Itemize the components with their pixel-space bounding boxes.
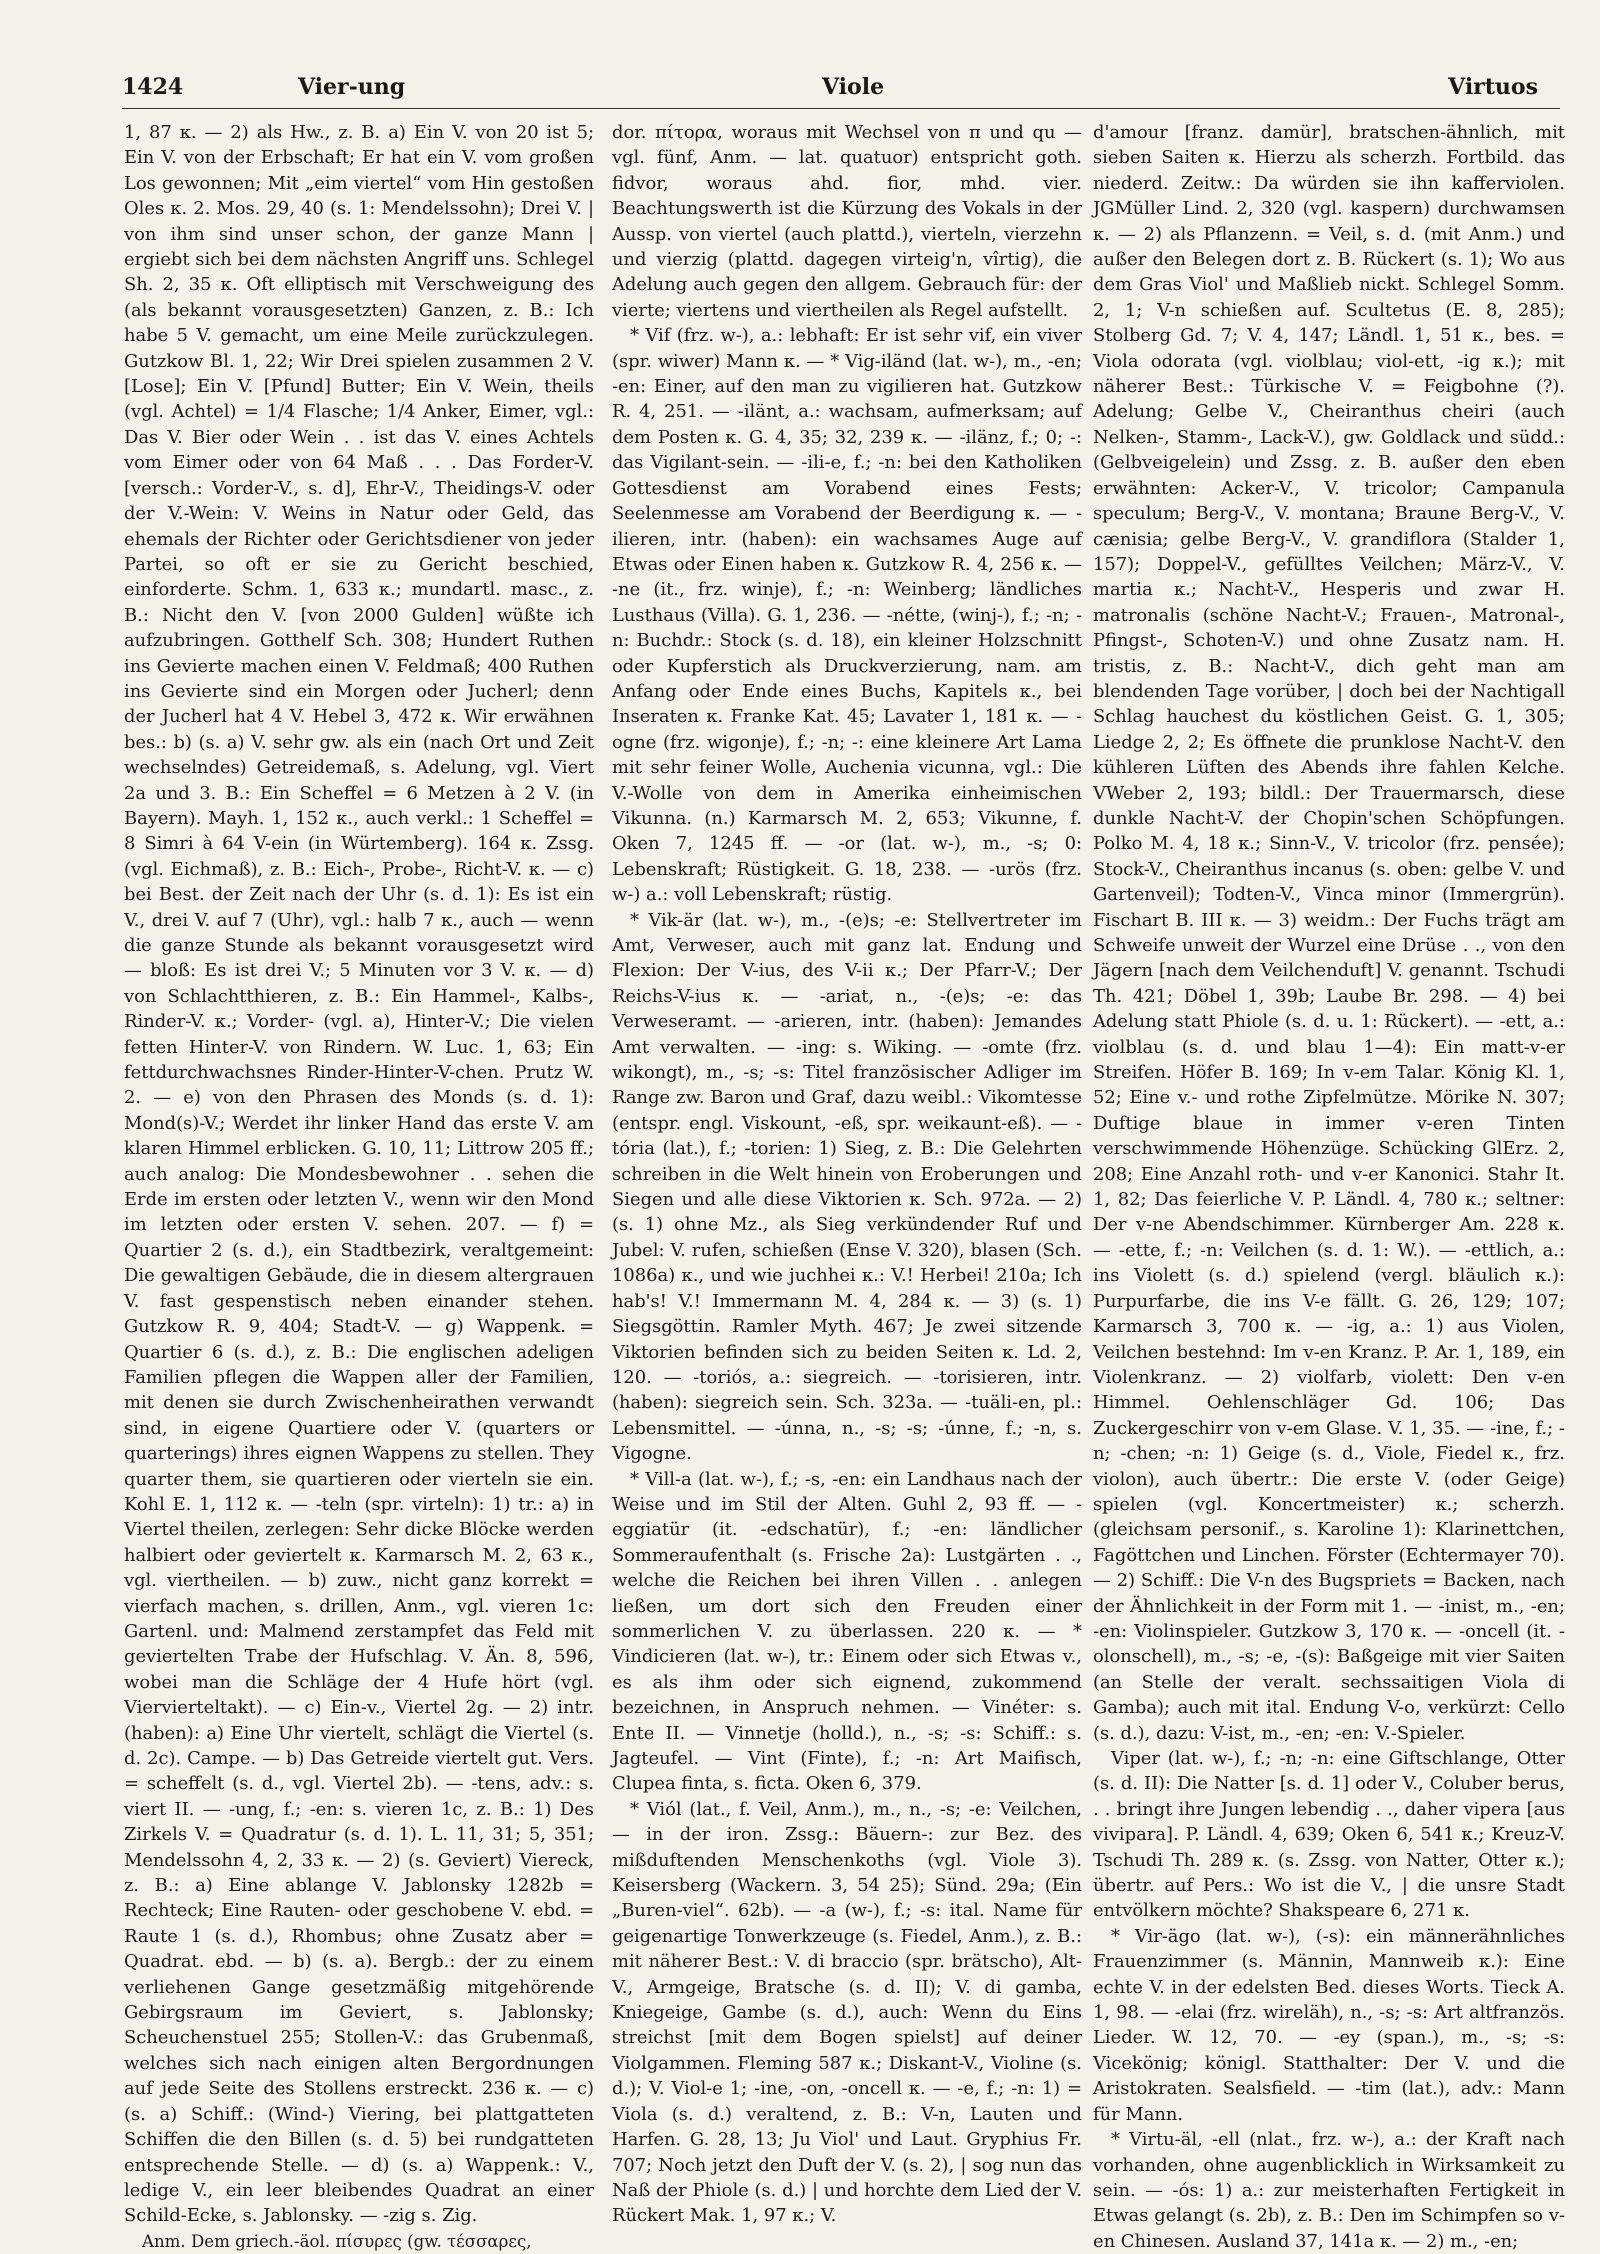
entry-paragraph: d'amour [franz. damür], bratschen-ähnlich, mit sieben Saiten κ. Hierzu als scherzh. Fortbild. das niederd. Zeitw.: Da würden sie ihn kafferviolen. JGMüller Lind. 2, 320 (vgl. kaspern) durchwamsen κ. — 2) als Pflanzenn. = Veil, s. d. (mit Anm.) und außer den Belegen dort z. B. Rückert (s. 1); Wo aus dem Gras Viol' und Maßlieb nickt. Schlegel Somm. 2, 1; V-n schießen auf. Scultetus (E. 8, 285); Stolberg Gd. 7; V. 4, 147; Ländl. 1, 51 κ., bes. = Viola odorata (vgl. violblau; viol-ett, -ig κ.); mit näherer Best.: Türkische V. = Feigbohne (?). Adelung; Gelbe V., Cheiranthus cheiri (auch Nelken-, Stamm-, Lack-V.), gw. Goldlack und südd.: (Gelbveigelein) und Zssg. z. B. außer den eben erwähnten: Acker-V., V. tricolor; Campanula speculum; Berg-V., V. montana; Braune Berg-V., V. cænisia; gelbe Berg-V., V. grandiflora (Stalder 1, 157); Doppel-V., gefülltes Veilchen; März-V., V. martia κ.; Nacht-V., Hesperis und zwar H. matronalis (schöne Nacht-V.; Frauen-, Matronal-, Pfingst-, Schoten-V.) und ohne Zusatz nam. H. tristis, z. B.: Nacht-V., dich geht man am blendenden Tage vorüber, | doch bei der Nachtigall Schlag hauchest du köstlichen Geist. G. 1, 305; Liedge 2, 2; Es öffnete die prunklose Nacht-V. den kühleren Lüften des Abends ihre fahlen Kelche. VWeber 2, 193; bildl.: Der Trauermarsch, diese dunkle Nacht-V. der Chopin'schen Schöpfungen. Polko M. 4, 18 κ.; Sinn-V., V. tricolor (frz. pensée); Stock-V., Cheiranthus incanus (s. oben: gelbe V. und Gartenveil); Todten-V., Vinca minor (Immergrün). Fischart B. III κ. — 3) weidm.: Der Fuchs trägt am Schweife unweit der Wurzel eine Drüse . ., von den Jägern [nach dem Veilchenduft] V. genannt. Tschudi Th. 421; Döbel 1, 39b; Laube Br. 298. — 4) bei Adelung statt Phiole (s. d. u. 1: Rückert). — -ett, a.: violblau (s. d. und blau 1—4): Ein matt-v-er Streifen. Höfer B. 169; In v-em Talar. König Kl. 1, 52; Eine v.- und rothe Zipfelmütze. Mörike N. 307; Duftige blaue in immer v-eren Tinten verschwimmende Höhenzüge. Schücking GlErz. 2, 208; Eine Anzahl roth- und v-er Kanonici. Stahr It. 1, 82; Das feierliche V. P. Ländl. 4, 780 κ.; seltner: Der v-ne Abendschimmer. Kürnberger Am. 228 κ. — -ette, f.; -n: Veilchen (s. d. 1: W.). — -ettlich, a.: ins Violett (s. d.) spielend (vergl. bläulich κ.): Purpurfarbe, die ins V-e fällt. G. 26, 129; 107; Karmarsch 3, 700 κ. — -ig, a.: 1) aus Violen, Veilchen bestehnd: Im v-en Kranz. P. Ar. 1, 189, ein Violenkranz. — 2) violfarb, violett: Den v-en Himmel. Oehlenschläger Gd. 106; Das Zuckergeschirr von v-em Glase. V. 1, 35. — -ine, f.; -n; -chen; -n: 1) Geige (s. d., Viole, Fiedel κ., frz. violon), auch übertr.: Die erste V. (oder Geige) spielen (vgl. Koncertmeister) κ.; scherzh. (gleichsam personif., s. Karoline 1): Klarinettchen, Fagöttchen und Linchen. Förster (Echtermayer 70). — 2) Schiff.: Die V-n des Bugspriets = Backen, nach der Ähnlichkeit in der Form mit 1. — -inist, m., -en; -en: Violinspieler. Gutzkow 3, 170 κ. — -oncell (it. -olonschell), m., -s; -e, -(s): Baßgeige mit vier Saiten (an Stelle der veralt. sechssaitigen Viola di Gamba); auch mit ital. Endung V-o, verkürzt: Cello (s. d.), dazu: V-ist, m., -en; -en: V.-Spieler. (1093, 122, 1565, 1744)
entry-paragraph: dor. πίτορα, woraus mit Wechsel von π und qu — vgl. fünf, Anm. — lat. quatuor) entspricht goth. fidvor, woraus ahd. fior, mhd. vier. Beachtungswerth ist die Kürzung des Vokals in der Aussp. von viertel (auch plattd.), vierteln, vierzehn und vierzig (plattd. dagegen virteig'n, vîrtig), die Adelung auch gegen den allgem. Gebrauch für: der vierte; viertens und viertheilen als Regel aufstellt. (612, 122, 1082, 321)
header-center-catchword: Viole (822, 74, 885, 100)
column-left (124, 120, 594, 2251)
entry-paragraph: * Vill-a (lat. w-), f.; -s, -en: ein Landhaus nach der Weise und im Stil der Alten. Guhl 2, 93 ff. — -eggiatür (it. -edschatür), f.; -en: ländlicher Sommeraufenthalt (s. Frische 2a): Lustgärten . ., welche die Reichen bei ihren Villen . . anlegen ließen, um dort sich den Freuden einer sommerlichen V. zu überlassen. 220 κ. — * Vindicieren (lat. w-), tr.: Einem oder sich Etwas v., es als ihm oder sich eignend, zukommend bezeichnen, in Anspruch nehmen. — Vinéter: s. Ente II. — Vinnetje (holld.), n., -s; -s: Schiff.: s. Jagteufel. — Vint (Finte), f.; -n: Art Maifisch, Clupea finta, s. ficta. Oken 6, 379. (612, 1468, 1082, 1795)
entry-paragraph: * Vif (frz. w-), a.: lebhaft: Er ist sehr vif, ein viver (spr. wiwer) Mann κ. — * Vig-iländ (lat. w-), m., -en; -en: Einer, auf den man zu vigilieren hat. Gutzkow R. 4, 251. — -ilänt, a.: wachsam, aufmerksam; auf dem Posten κ. G. 4, 35; 32, 239 κ. — -ilänz, f.; 0; -: das Vigilant-sein. — -ili-e, f.; -n: bei den Katholiken Gottesdienst am Vorabend eines Fests; Seelenmesse am Vorabend der Beerdigung κ. — -ilieren, intr. (haben): ein wachsames Auge auf Etwas oder Einen haben κ. Gutzkow R. 4, 256 κ. — -ne (it., frz. winje), f.; -n: Weinberg; ländliches Lusthaus (Villa). G. 1, 236. — -nétte, (winj-), f.; -n; -n: Buchdr.: Stock (s. d. 18), ein kleiner Holzschnitt oder Kupferstich als Druckverzierung, nam. am Anfang oder Ende eines Buchs, Kapitels κ., bei Inseraten κ. Franke Kat. 45; Lavater 1, 181 κ. — -ogne (frz. wigonje), f.; -n; -: eine kleinere Art Lama mit sehr feiner Wolle, Auchenia vicunna, vgl.: Die V.-Wolle von dem in Amerika einheimischen Vikunna. (n.) Karmarsch M. 2, 653; Vikunne, f. Oken 7, 1245 ff. — -or (lat. w-), m., -s; 0: Lebenskraft; Rüstigkeit. G. 18, 238. — -urös (frz. w-) a.: voll Lebenskraft; rüstig. (612, 325, 1082, 906)
column-middle (612, 120, 1082, 2227)
header-right-catchword: Virtuos (1448, 74, 1538, 100)
entry-paragraph: 1, 87 κ. — 2) als Hw., z. B. a) Ein V. von 20 ist 5; Ein V. von der Erbschaft; Er hat ein V. vom großen Los gewonnen; Mit „eim viertel“ vom Hin gestoßen Oles κ. 2. Mos. 29, 40 (s. 1: Mendelssohn); Drei V. | von ihm sind unser schon, der ganze Mann | ergiebt sich bei dem nächsten Angriff uns. Schlegel Sh. 2, 35 κ. Oft elliptisch mit Verschweigung des (als bekannt vorausgesetzten) Ganzen, z. B.: Ich habe 5 V. gemacht, um eine Meile zurückzulegen. Gutzkow Bl. 1, 22; Wir Drei spielen zusammen 2 V. [Lose]; Ein V. [Pfund] Butter; Ein V. Wein, theils (vgl. Achtel) = 1/4 Flasche; 1/4 Anker, Eimer, vgl.: Das V. Bier oder Wein . . ist das V. eines Achtels vom Eimer oder von 64 Maß . . . Das Forder-V. [versch.: Vorder-V., s. d], Ehr-V., Theidings-V. oder der V.-Wein: V. Weins in Natur oder Geld, das ehemals der Richter oder Gerichtsdiener von jeder Partei, so oft er sie zu Gericht beschied, einforderte. Schm. 1, 633 κ.; mundartl. masc., z. B.: Nicht den V. [von 2000 Gulden] wüßte ich aufzubringen. Gotthelf Sch. 308; Hundert Ruthen ins Gevierte machen einen V. Feldmaß; 400 Ruthen ins Gevierte sind ein Morgen oder Jucherl; denn der Jucherl hat 4 V. Hebel 3, 472 κ. Wir erwähnen bes.: b) (s. a) V. sehr gw. als ein (nach Ort und Zeit wechselndes) Getreidemaß, s. Adelung, vgl. Viert 2a und 3. B.: Ein Scheffel = 6 Metzen à 2 V. (in Bayern). Mayh. 1, 152 κ., auch verkl.: 1 Scheffel = 8 Simri à 64 V-ein (in Würtemberg). 164 κ. Zssg. (vgl. Eichmaß), z. B.: Eich-, Probe-, Richt-V. κ. — c) bei Best. der Zeit nach der Uhr (s. d. 1): Es ist ein V., drei V. auf 7 (Uhr), vgl.: halb 7 κ., auch — wenn die ganze Stunde als bekannt vorausgesetzt wird — bloß: Es ist drei V.; 5 Minuten vor 3 V. κ. — d) von Schlachtthieren, z. B.: Ein Hammel-, Kalbs-, Rinder-V. κ.; Vorder- (vgl. a), Hinter-V.; Die vielen fetten Hinter-V. von Rindern. W. Luc. 1, 63; Ein fettdurchwachsnes Rinder-Hinter-V-chen. Prutz W. 2. — e) von den Phrasen des Monds (s. d. 1): Mond(s)-V.; Werdet ihr linker Hand das erste V. am klaren Himmel erblicken. G. 10, 11; Littrow 205 ff.; auch analog: Die Mondesbewohner . . sehen die Erde im ersten oder letzten V., wenn wir den Mond im letzten oder ersten V. sehen. 207. — f) = Quartier 2 (s. d.), ein Stadtbezirk, veraltgemeint: Die gewaltigen Gebäude, die in diesem altergrauen V. fast gespenstisch neben einander stehen. Gutzkow R. 9, 404; Stadt-V. — g) Wappenk. = Quartier 6 (s. d.), z. B.: Die englischen adeligen Familien pflegen die Wappen aller der Familien, mit denen sie durch Zwischenheirathen verwandt sind, in eigene Quartiere oder V. (quarters or quarterings) ihres eignen Wappens zu stellen. They quarter them, sie quartieren oder vierteln sie ein. Kohl E. 1, 112 κ. — -teln (spr. virteln): 1) tr.: a) in Viertel theilen, zerlegen: Sehr dicke Blöcke werden halbiert oder geviertelt κ. Karmarsch M. 2, 63 κ., vgl. viertheilen. — b) zuw., nicht ganz korrekt = vierfach machen, s. drillen, Anm., vgl. vieren 1c: Gartenl. und: Malmend zerstampfet das Feld mit geviertelten Trabe der Hufschlag. V. Än. 8, 596, wobei man die Schläge der 4 Hufe hört (vgl. Viervierteltakt). — c) Ein-v., Viertel 2g. — 2) intr. (haben): a) Eine Uhr viertelt, schlägt die Viertel (s. d. 2c). Campe. — b) Das Getreide viertelt gut. Vers. = scheffelt (s. d., vgl. Viertel 2b). — -tens, adv.: s. viert II. — -ung, f.; -en: s. vieren 1c, z. B.: 1) Des Zirkels V. = Quadratur (s. d. 1). L. 11, 31; 5, 351; Mendelssohn 4, 2, 33 κ. — 2) (s. Geviert) Viereck, z. B.: a) Eine ablange V. Jablonsky 1282b = Rechteck; Eine Rauten- oder geschobene V. ebd. = Raute 1 (s. d.), Rhombus; ohne Zusatz aber = Quadrat. ebd. — b) (s. a). Bergb.: der zu einem verliehenen Gange gesetzmäßig mitgehörende Gebirgsraum im Geviert, s. Jablonsky; Scheuchenstuel 255; Stollen-V.: das Grubenmaß, welches sich nach einigen alten Bergordnungen auf jede Seite des Stollens erstreckt. 236 κ. — c) (s. a) Schiff.: (Wind-) Viering, bei plattgatteten Schiffen die den Billen (s. d. 5) bei rundgatteten entsprechende Stelle. — d) (s. a) Wappenk.: V., ledige V., ein leer bleibendes Quadrat an einer Schild-Ecke, s. Jablonsky. — -zig s. Zig. (124, 122, 594, 2227)
entry-paragraph: * Vir-ägo (lat. w-), (-s): ein männerähnliches Frauenzimmer (s. Männin, Mannweib κ.): Eine echte V. in der edelsten Bed. dieses Worts. Tieck A. 1, 98. — -elai (frz. wireläh), n., -s; -s: Art altfranzös. Lieder. W. 12, 70. — -ey (span.), m., -s; -s: Vicekönig; königl. Statthalter: Der V. und die Aristokraten. Sealsfield. — -tim (lat.), adv.: Mann für Mann. (1093, 1925, 1565, 2125)
entry-paragraph: * Virtu-äl, -ell (nlat., frz. w-), a.: der Kraft nach vorhanden, ohne augenblicklich in Wirksamkeit zu sein. — -ós: 1) a.: zur meisterhaften Fertigkeit in Etwas gelangt (s. 2b), z. B.: Den im Schimpfen so v-en Chinesen. Ausland 37, 141a κ. — 2) m., -en; (1093, 2129, 1565, 2252)
entry-paragraph: * Vik-är (lat. w-), m., -(e)s; -e: Stellvertreter im Amt, Verweser, auch mit ganz lat. Endung und Flexion: Der V-ius, des V-ii κ.; Der Pfarr-V.; Der Reichs-V-ius κ. — -ariat, n., -(e)s; -e: das Verweseramt. — -arieren, intr. (haben): Jemandes Amt verwalten. — -ing: s. Wiking. — -omte (frz. wikongt), m., -s; -s: Titel französischer Adliger im Range zw. Baron und Graf, dazu weibl.: Vikomtesse (entspr. engl. Viskount, -eß, spr. weikaunt-eß). — -tória (lat.), f.; -torien: 1) Sieg, z. B.: Die Gelehrten schreiben in die Welt hinein von Eroberungen und Siegen und alle diese Viktorien κ. Sch. 972a. — 2) (s. 1) ohne Mz., als Sieg verkündender Ruf und Jubel: V. rufen, schießen (Ense V. 320), blasen (Sch. 1086a) κ., und wie juchhei κ.: V.! Herbei! 210a; Ich hab's! V.! Immermann M. 4, 284 κ. — 3) (s. 1) Siegsgöttin. Ramler Myth. 467; Je zwei sitzende Viktorien befinden sich zu beiden Seiten κ. Ld. 2, 120. — -toriós, a.: siegreich. — -torisieren, intr. (haben): siegreich sein. Sch. 323a. — -tuäli-en, pl.: Lebensmittel. — -únna, n., -s; -s; -únne, f.; -n, s. Vigogne. (612, 909, 1082, 1465)
entry-paragraph: * Viól (lat., f. Veil, Anm.), m., n., -s; -e: Veilchen, — in der iron. Zssg.: Bäuern-: zur Bez. des mißduftenden Menschenkoths (vgl. Viole 3). Keisersberg (Wackern. 3, 54 25); Sünd. 29a; (Ein „Buren-viel“. 62b). — -a (w-), f.; -s: ital. Name für geigenartige Tonwerkzeuge (s. Fiedel, Anm.), z. B.: mit näherer Best.: V. di braccio (spr. brätscho), Alt-V., Armgeige, Bratsche (s. d. II); V. di gamba, Kniegeige, Gambe (s. d.), auch: Wenn du Eins streichst [mit dem Bogen spielst] auf deiner Violgammen. Fleming 587 κ.; Diskant-V., Violine (s. d.); V. Viol-e 1; -ine, -on, -oncell κ. — -e, f.; -n: 1) = Viola (s. d.) veraltend, z. B.: V-n, Lauten und Harfen. G. 28, 13; Ju Viol' und Laut. Gryphius Fr. 707; Noch jetzt den Duft der V. (s. 2), | sog nun das Naß der Phiole (s. d.) | und horchte dem Lied der V. Rückert Mak. 1, 97 κ.; V. (612, 1798, 1082, 2227)
entry-paragraph: Viper (lat. w-), f.; -n; -n: eine Giftschlange, Otter (s. d. II): Die Natter [s. d. 1] oder V., Coluber berus, . . bringt ihre Jungen lebendig . ., daher vipera [aus vivipara]. P. Ländl. 4, 639; Oken 6, 541 κ.; Kreuz-V. Tschudi Th. 289 κ. (s. Zssg. von Natter, Otter κ.); übertr. auf Pers.: Wo ist die V., | die unsre Stadt entvölkern möchte? Shakspeare 6, 271 κ. (1093, 1748, 1565, 1922)
header-left-catchword: Vier-ung (298, 74, 406, 100)
running-header (122, 74, 1560, 109)
note-paragraph: Anm. Dem griech.-äol. πίσυρες (gw. τέσσαρες, (142, 2231, 532, 2251)
column-right (1093, 120, 1565, 2252)
page-number: 1424 (122, 74, 184, 100)
